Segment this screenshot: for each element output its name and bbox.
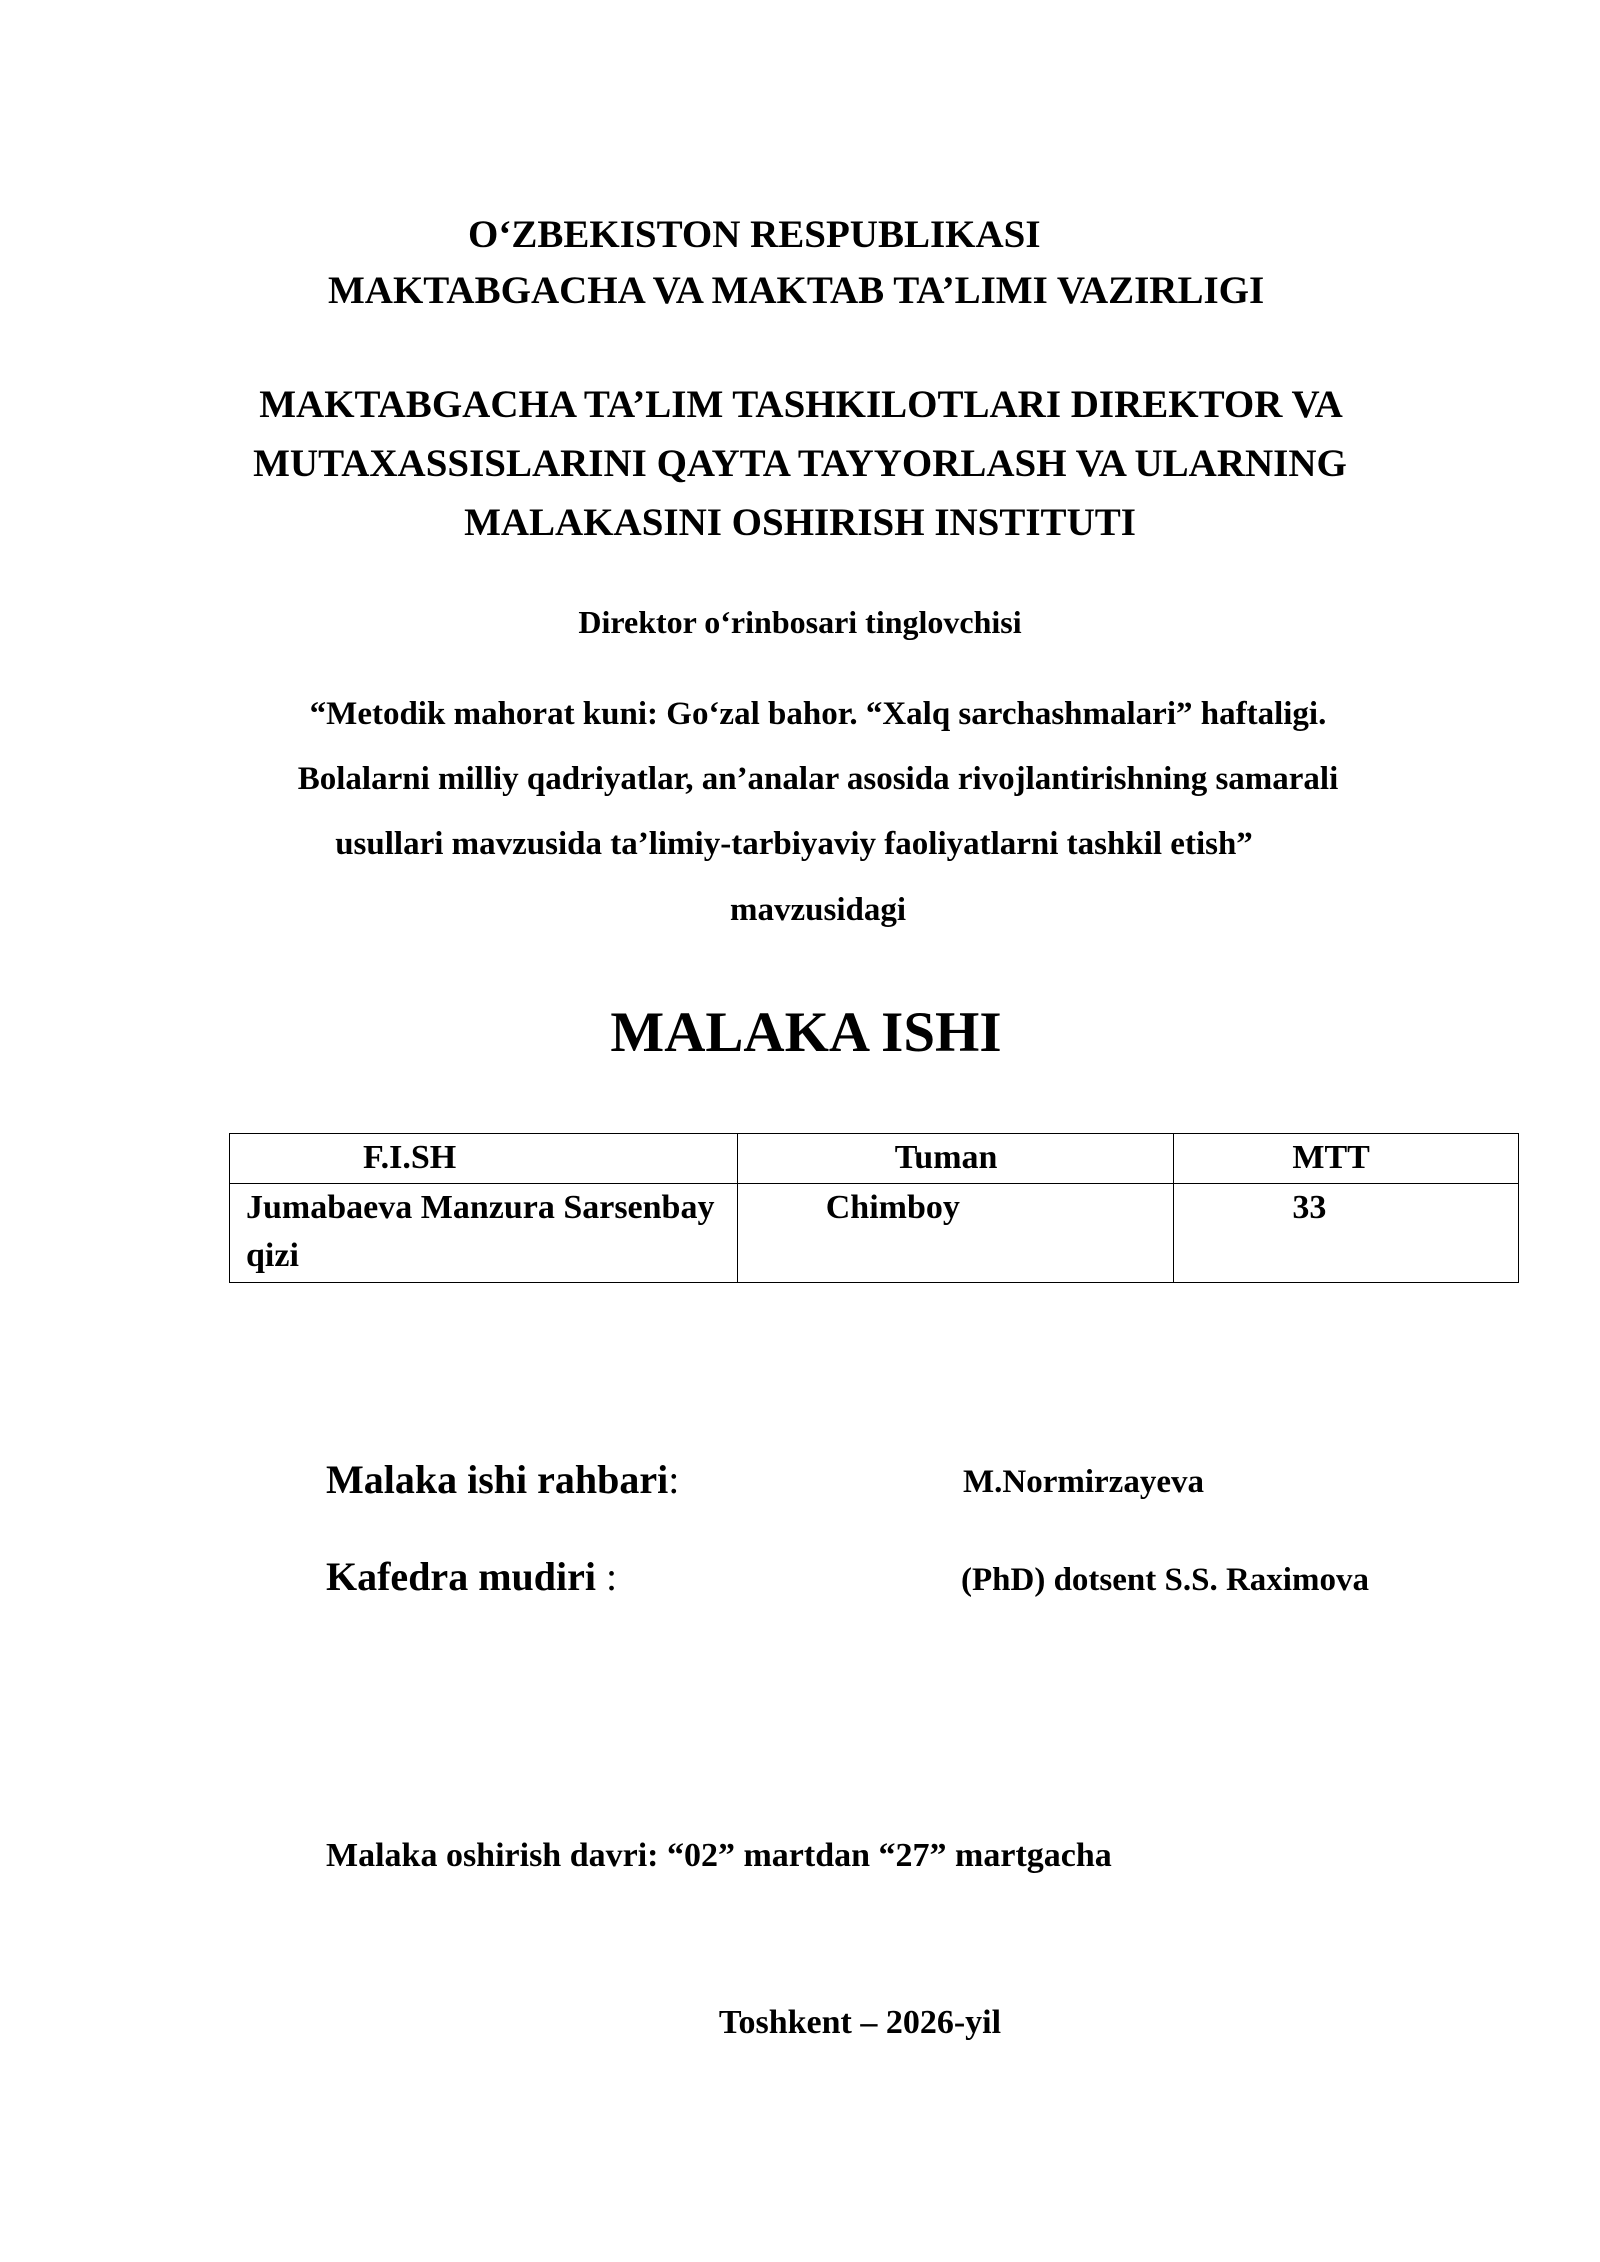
institute-line-2: MUTAXASSISLARINI QAYTA TAYYORLASH VA ULARNING (253, 442, 1347, 485)
topic-line-3: usullari mavzusida ta’limiy-tarbiyaviy faoliyatlarni tashkil etish” (335, 826, 1253, 862)
header-mtt: MTT (1174, 1134, 1519, 1184)
city-year: Toshkent – 2026-yil (718, 2004, 1002, 2041)
cell-tuman: Chimboy (737, 1184, 1174, 1283)
cell-fish (230, 1184, 738, 1283)
supervisor-label-text: Malaka ishi rahbari (326, 1457, 669, 1502)
fish-line-2: qizi (246, 1237, 299, 1274)
supervisor-name: M.Normirzayeva (963, 1464, 1204, 1500)
document-type-title: MALAKA ISHI (610, 1001, 1002, 1064)
department-head-name: (PhD) dotsent S.S. Raximova (961, 1562, 1369, 1598)
institute-line-1: MAKTABGACHA TA’LIM TASHKILOTLARI DIREKTOR VA (259, 383, 1343, 426)
ministry-line-2: MAKTABGACHA VA MAKTAB TA’LIMI VAZIRLIGI (328, 269, 1265, 312)
cell-mtt: 33 (1174, 1184, 1519, 1283)
table-header-row (230, 1134, 1519, 1184)
table-row (230, 1184, 1519, 1283)
topic-line-1: “Metodik mahorat kuni: Go‘zal bahor. “Xalq sarchashmalari” haftaligi. (309, 696, 1327, 732)
supervisor-label (326, 1456, 679, 1503)
topic-line-2: Bolalarni milliy qadriyatlar, an’analar asosida rivojlantirishning samarali (297, 761, 1339, 797)
department-head-label (326, 1553, 617, 1600)
ministry-line-1: O‘ZBEKISTON RESPUBLIKASI (468, 213, 1041, 256)
listener-role: Direktor o‘rinbosari tinglovchisi (578, 604, 1022, 640)
department-head-colon: : (595, 1554, 618, 1599)
topic-line-4: mavzusidagi (729, 892, 907, 928)
header-fish: F.I.SH (230, 1134, 738, 1184)
training-period: Malaka oshirish davri: “02” martdan “27” martgacha (326, 1837, 1112, 1874)
fish-line-1: Jumabaeva Manzura Sarsenbay (246, 1189, 715, 1226)
info-table (229, 1133, 1519, 1283)
institute-line-3: MALAKASINI OSHIRISH INSTITUTI (464, 501, 1136, 544)
department-head-label-text: Kafedra mudiri (326, 1554, 596, 1599)
header-tuman: Tuman (737, 1134, 1174, 1184)
supervisor-colon: : (668, 1457, 680, 1502)
